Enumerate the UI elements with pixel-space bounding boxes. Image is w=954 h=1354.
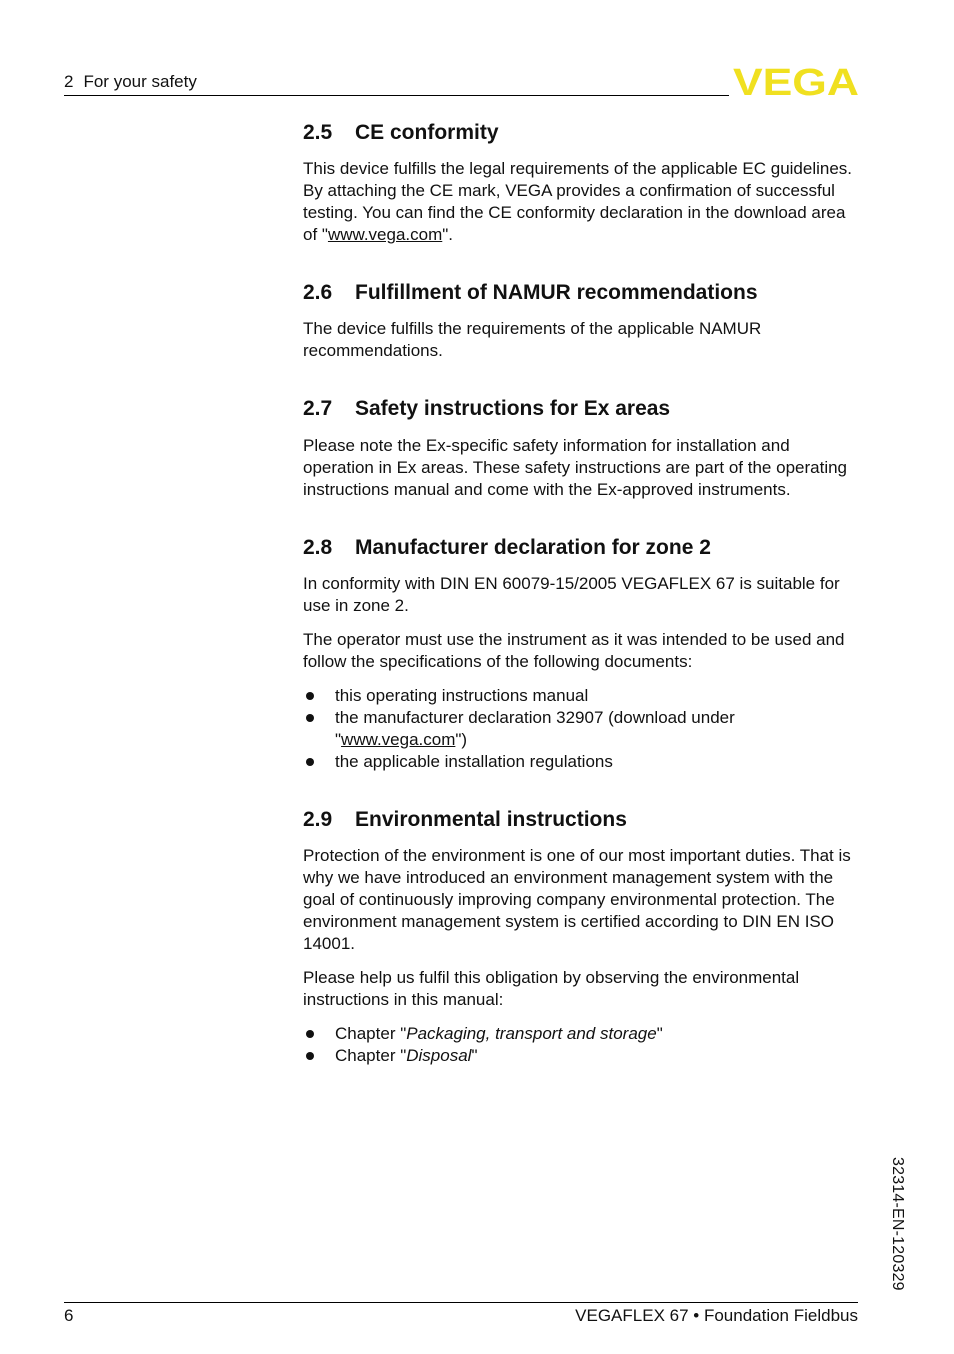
list-item bbox=[303, 1023, 863, 1045]
text-run: Chapter " bbox=[335, 1045, 407, 1065]
section-title: CE conformity bbox=[355, 121, 499, 144]
section-number: 2.6 bbox=[303, 281, 333, 305]
chapter-reference: Packaging, transport and storage bbox=[406, 1023, 657, 1043]
paragraph: Protection of the environment is one of our most important duties. That is why we have introduced an environment management system with the goal of continuously improving company environmental protection. The environment management system is certified according to DIN EN ISO 14001. bbox=[303, 845, 851, 953]
chapters-list bbox=[303, 1023, 863, 1067]
section-ce-conformity bbox=[303, 120, 863, 246]
text-run: the manufacturer declaration 32907 (download under " bbox=[335, 707, 735, 749]
text-run: " bbox=[471, 1045, 478, 1065]
main-content bbox=[303, 120, 863, 1101]
section-number: 2.9 bbox=[303, 807, 333, 831]
section-title: Environmental instructions bbox=[355, 807, 627, 831]
paragraph: In conformity with DIN EN 60079-15/2005 VEGAFLEX 67 is suitable for use in zone 2. bbox=[303, 573, 840, 615]
document-number: 32314-EN-120329 bbox=[889, 1157, 906, 1291]
section-heading bbox=[303, 535, 863, 560]
section-number: 2.5 bbox=[303, 121, 333, 144]
section-title: Manufacturer declaration for zone 2 bbox=[355, 535, 711, 559]
list-item: this operating instructions manual bbox=[303, 685, 863, 707]
vega-website-link[interactable]: www.vega.com bbox=[341, 729, 456, 749]
text-run: Chapter " bbox=[335, 1023, 407, 1043]
paragraph: The device fulfills the requirements of the applicable NAMUR recommendations. bbox=[303, 319, 762, 361]
section-heading bbox=[303, 120, 863, 145]
text-run: This device fulfills the legal requirements of the applicable EC guidelines. By attaching the CE mark, VEGA provides a confirmation of successful testing. You can find the CE conformity declaration in the download area of " bbox=[303, 159, 853, 245]
section-number: 2.8 bbox=[303, 535, 333, 559]
text-run: ". bbox=[442, 225, 454, 245]
running-header bbox=[64, 72, 197, 92]
vega-logo bbox=[733, 64, 859, 100]
footer-product-title: VEGAFLEX 67 • Foundation Fieldbus bbox=[575, 1306, 858, 1325]
section-title: Safety instructions for Ex areas bbox=[355, 397, 671, 421]
section-title: Fulfillment of NAMUR recommendations bbox=[355, 281, 758, 305]
paragraph: Please help us fulfil this obligation by observing the environmental instructions in this manual: bbox=[303, 967, 800, 1009]
paragraph bbox=[303, 158, 863, 246]
chapter-title: For your safety bbox=[83, 72, 197, 91]
page-number: 6 bbox=[64, 1306, 74, 1325]
section-environmental bbox=[303, 807, 863, 1067]
section-heading bbox=[303, 396, 863, 421]
section-heading bbox=[303, 807, 863, 832]
section-ex-areas bbox=[303, 396, 863, 500]
text-run: " bbox=[656, 1023, 663, 1043]
text-run: ") bbox=[455, 729, 468, 749]
paragraph: The operator must use the instrument as it was intended to be used and follow the specifications of the following documents: bbox=[303, 629, 845, 671]
list-item bbox=[303, 707, 863, 751]
section-heading bbox=[303, 280, 863, 305]
vega-website-link[interactable]: www.vega.com bbox=[327, 225, 443, 245]
chapter-number: 2 bbox=[64, 72, 74, 91]
header-divider bbox=[64, 95, 729, 96]
section-number: 2.7 bbox=[303, 397, 333, 421]
paragraph: Please note the Ex-specific safety information for installation and operation in Ex areas. These safety instructions are part of the operating instructions manual and come with the Ex-approved instruments. bbox=[303, 435, 847, 499]
chapter-reference: Disposal bbox=[406, 1045, 472, 1065]
section-namur bbox=[303, 280, 863, 362]
footer-divider bbox=[64, 1302, 858, 1303]
list-item: the applicable installation regulations bbox=[303, 751, 863, 773]
documents-list bbox=[303, 685, 863, 773]
list-item bbox=[303, 1045, 863, 1067]
logo-text: VEGA bbox=[733, 64, 859, 100]
section-zone-2 bbox=[303, 535, 863, 773]
